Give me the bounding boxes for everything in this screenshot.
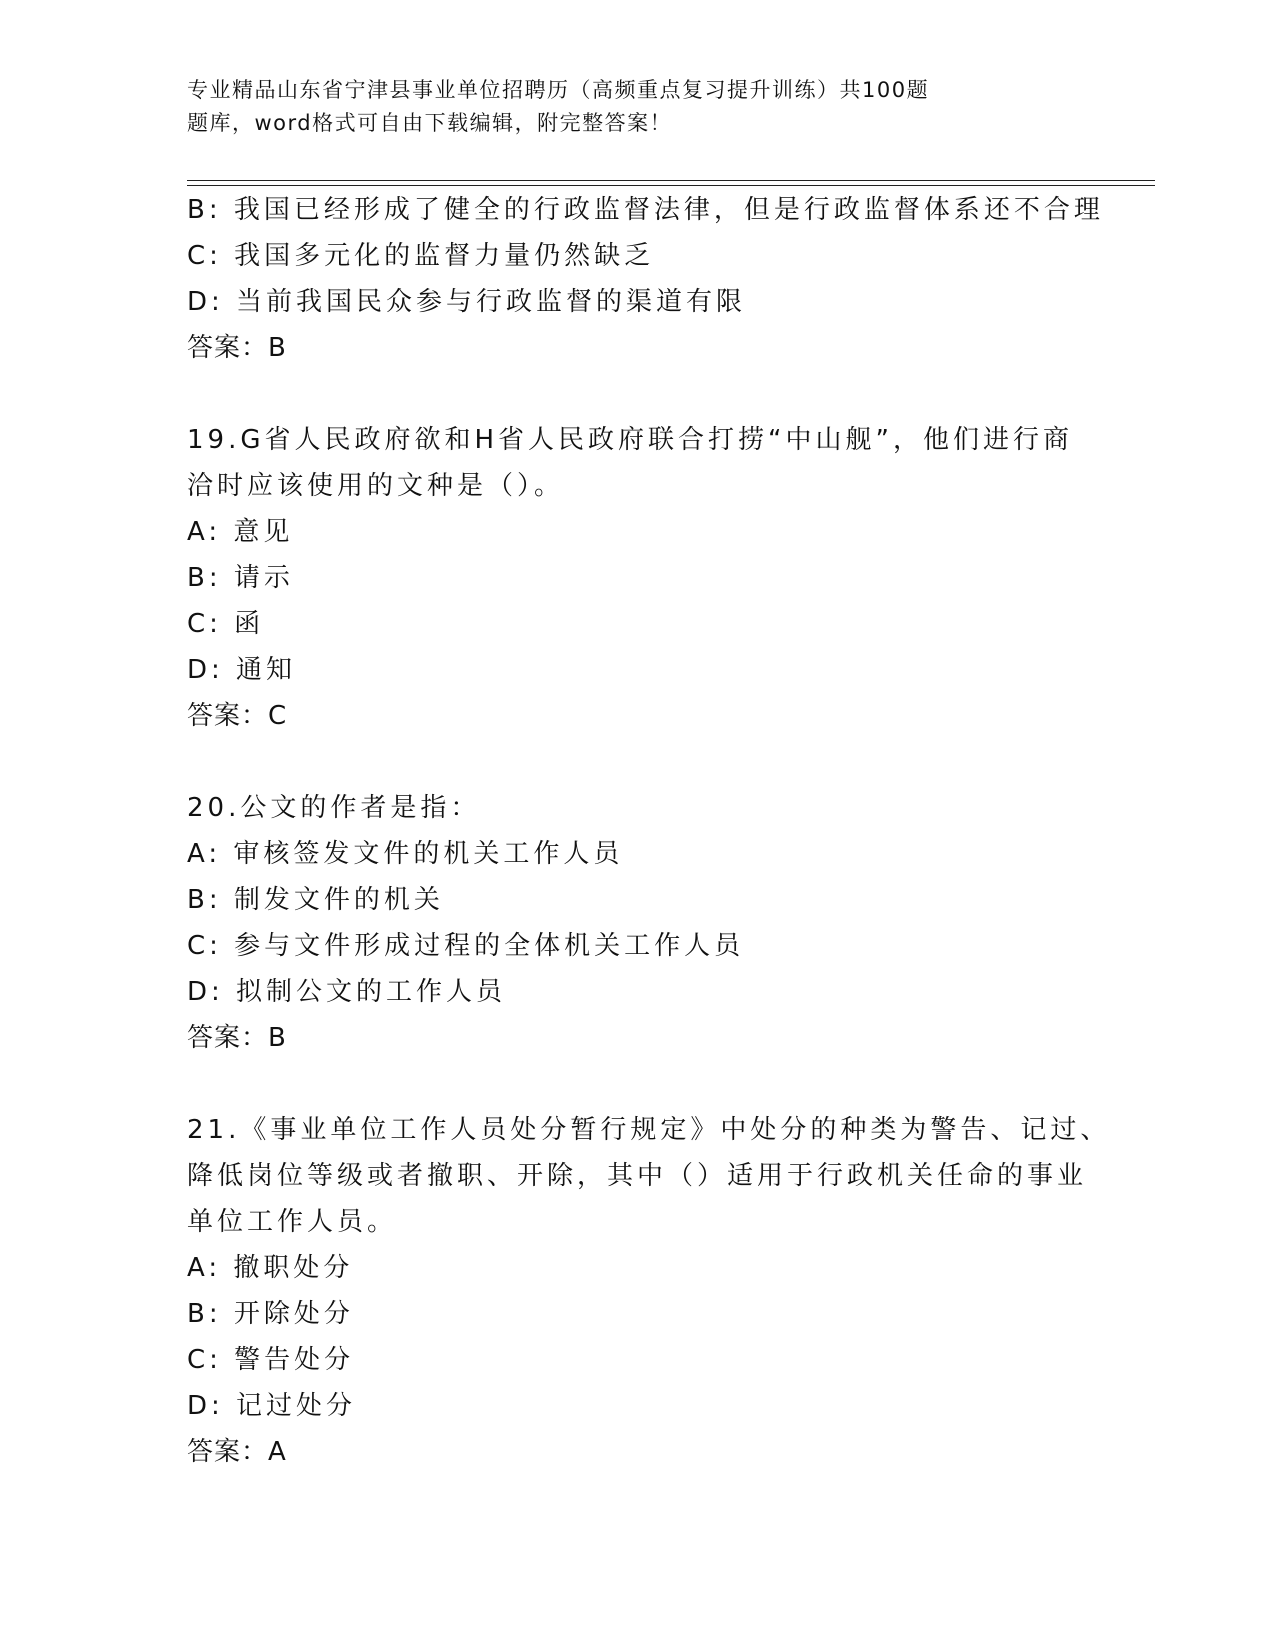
- option-b: B: 我国已经形成了健全的行政监督法律，但是行政监督体系还不合理: [187, 195, 1104, 225]
- question-19: [187, 417, 1087, 739]
- option-a: A: 撤职处分: [187, 1253, 354, 1283]
- header-divider-top: [187, 180, 1155, 181]
- question-20: [187, 785, 1087, 1061]
- answer: 答案：B: [187, 1023, 287, 1053]
- header-line-2: 题库，word格式可自由下载编辑，附完整答案！: [187, 111, 673, 135]
- option-d: D: 记过处分: [187, 1391, 357, 1421]
- option-b: B: 开除处分: [187, 1299, 354, 1329]
- option-c: C: 函: [187, 609, 265, 639]
- option-c: C: 警告处分: [187, 1345, 355, 1375]
- option-a: A: 意见: [187, 517, 294, 547]
- option-c: C: 参与文件形成过程的全体机关工作人员: [187, 931, 745, 961]
- header-line-1: 专业精品山东省宁津县事业单位招聘历（高频重点复习提升训练）共100题: [187, 78, 930, 102]
- option-b: B: 请示: [187, 563, 294, 593]
- question-stem-line: 19.G省人民政府欲和H省人民政府联合打捞“中山舰”，他们进行商: [187, 425, 1073, 455]
- answer: 答案：C: [187, 701, 288, 731]
- answer: 答案：A: [187, 1437, 287, 1467]
- document-header: [187, 74, 1047, 140]
- question-21: [187, 1107, 1111, 1475]
- question-stem-line: 单位工作人员。: [187, 1207, 398, 1237]
- question-stem-line: 降低岗位等级或者撤职、开除，其中（）适用于行政机关任命的事业: [187, 1161, 1088, 1191]
- answer: 答案：B: [187, 333, 287, 363]
- option-b: B: 制发文件的机关: [187, 885, 444, 915]
- option-d: D: 通知: [187, 655, 297, 685]
- previous-question-tail: [187, 187, 1104, 371]
- option-d: D: 拟制公文的工作人员: [187, 977, 507, 1007]
- option-c: C: 我国多元化的监督力量仍然缺乏: [187, 241, 655, 271]
- header-divider-bottom: [187, 185, 1155, 186]
- question-stem-line: 20.公文的作者是指：: [187, 793, 481, 823]
- question-content: [187, 187, 1111, 1475]
- option-a: A: 审核签发文件的机关工作人员: [187, 839, 624, 869]
- question-stem-line: 洽时应该使用的文种是（）。: [187, 471, 565, 501]
- question-stem-line: 21.《事业单位工作人员处分暂行规定》中处分的种类为警告、记过、: [187, 1115, 1111, 1145]
- option-d: D: 当前我国民众参与行政监督的渠道有限: [187, 287, 747, 317]
